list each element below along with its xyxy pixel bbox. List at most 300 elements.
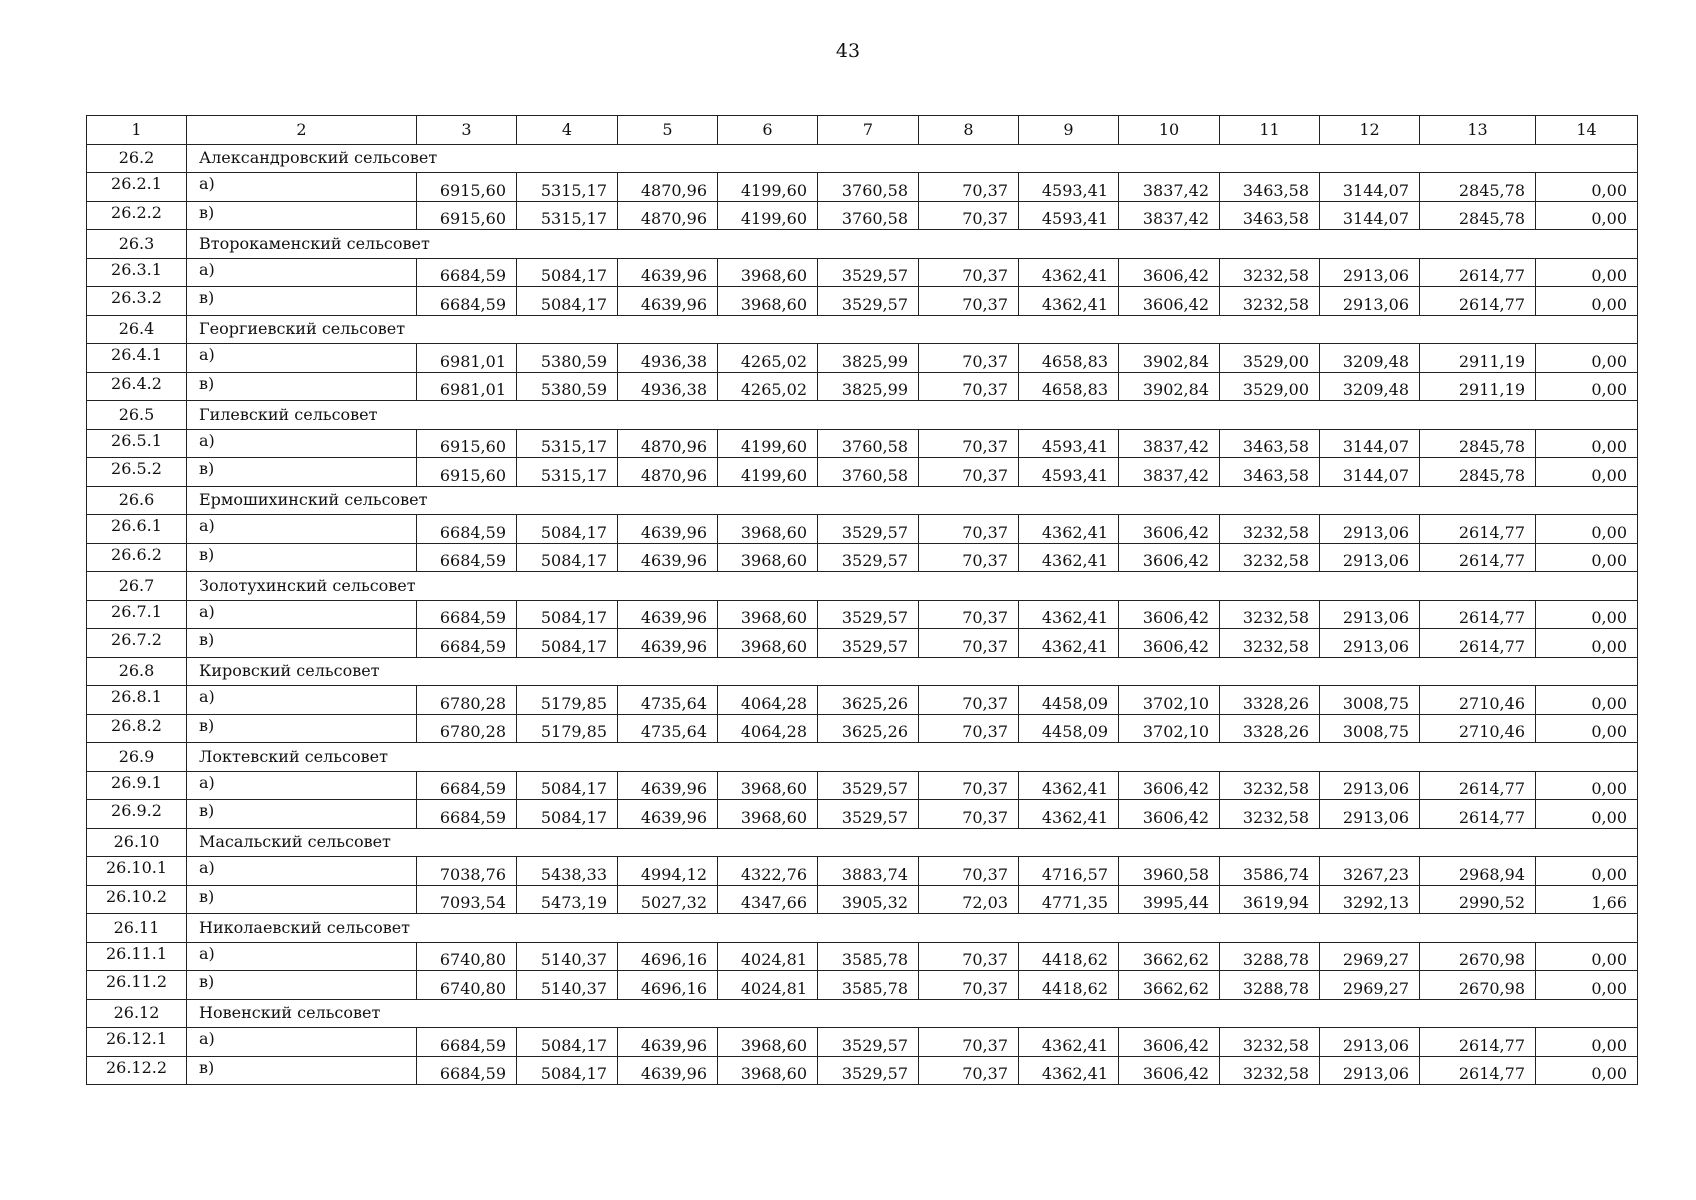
value-cell: 5084,17 <box>517 1028 618 1057</box>
value-cell: 5027,32 <box>618 885 718 914</box>
row-label: в) <box>187 458 417 487</box>
row-label: в) <box>187 201 417 230</box>
value-cell: 6684,59 <box>417 771 517 800</box>
value-cell: 0,00 <box>1536 771 1638 800</box>
value-cell: 3606,42 <box>1119 600 1220 629</box>
value-cell: 2913,06 <box>1320 771 1420 800</box>
value-cell: 70,37 <box>919 201 1019 230</box>
value-cell: 3232,58 <box>1220 600 1320 629</box>
row-code: 26.8.1 <box>87 686 187 715</box>
value-cell: 3837,42 <box>1119 429 1220 458</box>
column-header: 7 <box>818 116 919 145</box>
table-row <box>87 258 1638 287</box>
value-cell: 3968,60 <box>718 1028 818 1057</box>
value-cell: 4771,35 <box>1019 885 1119 914</box>
value-cell: 3292,13 <box>1320 885 1420 914</box>
value-cell: 70,37 <box>919 600 1019 629</box>
value-cell: 6915,60 <box>417 429 517 458</box>
table-row <box>87 372 1638 401</box>
value-cell: 3232,58 <box>1220 287 1320 316</box>
value-cell: 4458,09 <box>1019 714 1119 743</box>
value-cell: 3902,84 <box>1119 344 1220 373</box>
row-code: 26.3.1 <box>87 258 187 287</box>
value-cell: 5473,19 <box>517 885 618 914</box>
value-cell: 3008,75 <box>1320 714 1420 743</box>
value-cell: 3760,58 <box>818 173 919 202</box>
value-cell: 72,03 <box>919 885 1019 914</box>
value-cell: 3968,60 <box>718 771 818 800</box>
row-label: в) <box>187 971 417 1000</box>
value-cell: 4735,64 <box>618 686 718 715</box>
table-row <box>87 885 1638 914</box>
page-number: 43 <box>835 40 861 62</box>
group-code: 26.5 <box>87 401 187 430</box>
value-cell: 4199,60 <box>718 458 818 487</box>
value-cell: 4696,16 <box>618 942 718 971</box>
value-cell: 3232,58 <box>1220 1056 1320 1085</box>
value-cell: 2968,94 <box>1420 857 1536 886</box>
value-cell: 2614,77 <box>1420 800 1536 829</box>
value-cell: 6684,59 <box>417 800 517 829</box>
group-code: 26.12 <box>87 999 187 1028</box>
value-cell: 0,00 <box>1536 543 1638 572</box>
value-cell: 3905,32 <box>818 885 919 914</box>
column-header: 8 <box>919 116 1019 145</box>
table-row <box>87 515 1638 544</box>
value-cell: 4994,12 <box>618 857 718 886</box>
value-cell: 2913,06 <box>1320 1056 1420 1085</box>
value-cell: 70,37 <box>919 173 1019 202</box>
value-cell: 6684,59 <box>417 600 517 629</box>
table-row <box>87 771 1638 800</box>
value-cell: 2710,46 <box>1420 714 1536 743</box>
value-cell: 2670,98 <box>1420 971 1536 1000</box>
group-name: Масальский сельсовет <box>187 828 1638 857</box>
group-row <box>87 657 1638 686</box>
value-cell: 70,37 <box>919 942 1019 971</box>
value-cell: 5084,17 <box>517 600 618 629</box>
group-name: Гилевский сельсовет <box>187 401 1638 430</box>
value-cell: 70,37 <box>919 857 1019 886</box>
value-cell: 0,00 <box>1536 629 1638 658</box>
value-cell: 70,37 <box>919 429 1019 458</box>
value-cell: 3968,60 <box>718 800 818 829</box>
group-row <box>87 144 1638 173</box>
value-cell: 4870,96 <box>618 201 718 230</box>
row-code: 26.6.1 <box>87 515 187 544</box>
value-cell: 4199,60 <box>718 201 818 230</box>
value-cell: 3144,07 <box>1320 201 1420 230</box>
value-cell: 3968,60 <box>718 600 818 629</box>
value-cell: 3606,42 <box>1119 771 1220 800</box>
value-cell: 7093,54 <box>417 885 517 914</box>
value-cell: 3760,58 <box>818 458 919 487</box>
table-row <box>87 686 1638 715</box>
value-cell: 4639,96 <box>618 1056 718 1085</box>
value-cell: 4716,57 <box>1019 857 1119 886</box>
value-cell: 2845,78 <box>1420 458 1536 487</box>
value-cell: 2969,27 <box>1320 942 1420 971</box>
value-cell: 3144,07 <box>1320 173 1420 202</box>
value-cell: 70,37 <box>919 714 1019 743</box>
value-cell: 5380,59 <box>517 372 618 401</box>
table-row <box>87 800 1638 829</box>
table-row <box>87 458 1638 487</box>
group-code: 26.3 <box>87 230 187 259</box>
column-header: 3 <box>417 116 517 145</box>
value-cell: 2990,52 <box>1420 885 1536 914</box>
row-label: а) <box>187 686 417 715</box>
value-cell: 1,66 <box>1536 885 1638 914</box>
value-cell: 3902,84 <box>1119 372 1220 401</box>
value-cell: 2911,19 <box>1420 372 1536 401</box>
value-cell: 3606,42 <box>1119 1056 1220 1085</box>
value-cell: 70,37 <box>919 458 1019 487</box>
value-cell: 0,00 <box>1536 515 1638 544</box>
value-cell: 3232,58 <box>1220 1028 1320 1057</box>
value-cell: 4870,96 <box>618 429 718 458</box>
value-cell: 0,00 <box>1536 344 1638 373</box>
value-cell: 0,00 <box>1536 258 1638 287</box>
value-cell: 2913,06 <box>1320 287 1420 316</box>
value-cell: 4362,41 <box>1019 629 1119 658</box>
value-cell: 6740,80 <box>417 971 517 1000</box>
value-cell: 2614,77 <box>1420 543 1536 572</box>
value-cell: 6684,59 <box>417 1028 517 1057</box>
row-code: 26.5.2 <box>87 458 187 487</box>
row-label: в) <box>187 800 417 829</box>
value-cell: 0,00 <box>1536 800 1638 829</box>
value-cell: 3008,75 <box>1320 686 1420 715</box>
value-cell: 2670,98 <box>1420 942 1536 971</box>
value-cell: 0,00 <box>1536 686 1638 715</box>
value-cell: 70,37 <box>919 344 1019 373</box>
value-cell: 3529,57 <box>818 258 919 287</box>
value-cell: 6684,59 <box>417 515 517 544</box>
value-cell: 3209,48 <box>1320 344 1420 373</box>
value-cell: 3529,57 <box>818 771 919 800</box>
value-cell: 6981,01 <box>417 344 517 373</box>
value-cell: 3529,57 <box>818 1028 919 1057</box>
value-cell: 3585,78 <box>818 971 919 1000</box>
value-cell: 4593,41 <box>1019 201 1119 230</box>
value-cell: 4593,41 <box>1019 458 1119 487</box>
row-label: в) <box>187 1056 417 1085</box>
value-cell: 5084,17 <box>517 1056 618 1085</box>
value-cell: 0,00 <box>1536 857 1638 886</box>
value-cell: 2913,06 <box>1320 600 1420 629</box>
value-cell: 6780,28 <box>417 714 517 743</box>
value-cell: 4064,28 <box>718 714 818 743</box>
value-cell: 3968,60 <box>718 258 818 287</box>
value-cell: 4418,62 <box>1019 942 1119 971</box>
value-cell: 4639,96 <box>618 771 718 800</box>
row-code: 26.10.2 <box>87 885 187 914</box>
value-cell: 3702,10 <box>1119 686 1220 715</box>
table-row <box>87 857 1638 886</box>
group-name: Золотухинский сельсовет <box>187 572 1638 601</box>
group-row <box>87 743 1638 772</box>
value-cell: 4639,96 <box>618 515 718 544</box>
value-cell: 0,00 <box>1536 201 1638 230</box>
value-cell: 2913,06 <box>1320 258 1420 287</box>
value-cell: 2614,77 <box>1420 600 1536 629</box>
row-label: в) <box>187 372 417 401</box>
value-cell: 2845,78 <box>1420 173 1536 202</box>
value-cell: 7038,76 <box>417 857 517 886</box>
group-row <box>87 230 1638 259</box>
value-cell: 3625,26 <box>818 714 919 743</box>
value-cell: 4199,60 <box>718 429 818 458</box>
value-cell: 5084,17 <box>517 543 618 572</box>
value-cell: 0,00 <box>1536 942 1638 971</box>
value-cell: 2911,19 <box>1420 344 1536 373</box>
value-cell: 4362,41 <box>1019 1028 1119 1057</box>
value-cell: 3144,07 <box>1320 458 1420 487</box>
group-name: Александровский сельсовет <box>187 144 1638 173</box>
table-row <box>87 543 1638 572</box>
table-row <box>87 287 1638 316</box>
column-header: 5 <box>618 116 718 145</box>
row-label: в) <box>187 885 417 914</box>
column-header: 9 <box>1019 116 1119 145</box>
row-label: в) <box>187 714 417 743</box>
value-cell: 4735,64 <box>618 714 718 743</box>
value-cell: 3288,78 <box>1220 971 1320 1000</box>
value-cell: 3529,57 <box>818 600 919 629</box>
value-cell: 3662,62 <box>1119 971 1220 1000</box>
row-code: 26.7.1 <box>87 600 187 629</box>
value-cell: 6780,28 <box>417 686 517 715</box>
value-cell: 3463,58 <box>1220 458 1320 487</box>
table-row <box>87 942 1638 971</box>
value-cell: 4639,96 <box>618 629 718 658</box>
table-row <box>87 173 1638 202</box>
value-cell: 2913,06 <box>1320 515 1420 544</box>
row-code: 26.7.2 <box>87 629 187 658</box>
table-row <box>87 1056 1638 1085</box>
group-name: Георгиевский сельсовет <box>187 315 1638 344</box>
group-row <box>87 999 1638 1028</box>
row-code: 26.11.2 <box>87 971 187 1000</box>
value-cell: 5315,17 <box>517 201 618 230</box>
value-cell: 6684,59 <box>417 258 517 287</box>
value-cell: 4658,83 <box>1019 372 1119 401</box>
value-cell: 4024,81 <box>718 942 818 971</box>
value-cell: 0,00 <box>1536 287 1638 316</box>
group-row <box>87 486 1638 515</box>
value-cell: 3960,58 <box>1119 857 1220 886</box>
value-cell: 0,00 <box>1536 1056 1638 1085</box>
value-cell: 3585,78 <box>818 942 919 971</box>
group-name: Второкаменский сельсовет <box>187 230 1638 259</box>
row-label: в) <box>187 543 417 572</box>
value-cell: 5084,17 <box>517 515 618 544</box>
value-cell: 3968,60 <box>718 629 818 658</box>
table-row <box>87 600 1638 629</box>
value-cell: 3606,42 <box>1119 800 1220 829</box>
value-cell: 3825,99 <box>818 372 919 401</box>
value-cell: 3232,58 <box>1220 629 1320 658</box>
value-cell: 3144,07 <box>1320 429 1420 458</box>
value-cell: 3606,42 <box>1119 258 1220 287</box>
row-code: 26.2.1 <box>87 173 187 202</box>
value-cell: 3606,42 <box>1119 1028 1220 1057</box>
value-cell: 4362,41 <box>1019 771 1119 800</box>
column-header: 14 <box>1536 116 1638 145</box>
value-cell: 3837,42 <box>1119 201 1220 230</box>
value-cell: 2913,06 <box>1320 800 1420 829</box>
value-cell: 2845,78 <box>1420 201 1536 230</box>
value-cell: 5179,85 <box>517 714 618 743</box>
value-cell: 2913,06 <box>1320 543 1420 572</box>
row-label: а) <box>187 258 417 287</box>
value-cell: 4639,96 <box>618 800 718 829</box>
value-cell: 3267,23 <box>1320 857 1420 886</box>
row-code: 26.12.2 <box>87 1056 187 1085</box>
value-cell: 3662,62 <box>1119 942 1220 971</box>
value-cell: 3883,74 <box>818 857 919 886</box>
column-header: 13 <box>1420 116 1536 145</box>
row-code: 26.9.2 <box>87 800 187 829</box>
value-cell: 0,00 <box>1536 714 1638 743</box>
value-cell: 3837,42 <box>1119 458 1220 487</box>
value-cell: 0,00 <box>1536 173 1638 202</box>
value-cell: 3529,57 <box>818 629 919 658</box>
value-cell: 3529,57 <box>818 287 919 316</box>
value-cell: 0,00 <box>1536 429 1638 458</box>
row-code: 26.2.2 <box>87 201 187 230</box>
value-cell: 2614,77 <box>1420 629 1536 658</box>
value-cell: 70,37 <box>919 1056 1019 1085</box>
row-label: а) <box>187 942 417 971</box>
value-cell: 3606,42 <box>1119 543 1220 572</box>
value-cell: 4064,28 <box>718 686 818 715</box>
value-cell: 4362,41 <box>1019 543 1119 572</box>
group-name: Николаевский сельсовет <box>187 914 1638 943</box>
group-code: 26.7 <box>87 572 187 601</box>
value-cell: 2913,06 <box>1320 1028 1420 1057</box>
value-cell: 4639,96 <box>618 543 718 572</box>
group-code: 26.8 <box>87 657 187 686</box>
group-row <box>87 914 1638 943</box>
value-cell: 3463,58 <box>1220 173 1320 202</box>
value-cell: 3968,60 <box>718 287 818 316</box>
column-header: 6 <box>718 116 818 145</box>
tariff-table <box>86 115 1638 1085</box>
value-cell: 4696,16 <box>618 971 718 1000</box>
value-cell: 3463,58 <box>1220 201 1320 230</box>
value-cell: 6915,60 <box>417 458 517 487</box>
value-cell: 5179,85 <box>517 686 618 715</box>
value-cell: 6915,60 <box>417 201 517 230</box>
table-body <box>87 116 1638 1085</box>
value-cell: 3232,58 <box>1220 515 1320 544</box>
value-cell: 5315,17 <box>517 429 618 458</box>
value-cell: 4418,62 <box>1019 971 1119 1000</box>
value-cell: 6684,59 <box>417 1056 517 1085</box>
value-cell: 3606,42 <box>1119 287 1220 316</box>
value-cell: 2614,77 <box>1420 1056 1536 1085</box>
table-row <box>87 201 1638 230</box>
value-cell: 4362,41 <box>1019 287 1119 316</box>
value-cell: 6684,59 <box>417 287 517 316</box>
row-code: 26.5.1 <box>87 429 187 458</box>
row-label: а) <box>187 344 417 373</box>
group-code: 26.6 <box>87 486 187 515</box>
value-cell: 0,00 <box>1536 1028 1638 1057</box>
value-cell: 4265,02 <box>718 372 818 401</box>
header-row <box>87 116 1638 145</box>
value-cell: 3529,57 <box>818 543 919 572</box>
column-header: 12 <box>1320 116 1420 145</box>
group-code: 26.2 <box>87 144 187 173</box>
value-cell: 4362,41 <box>1019 800 1119 829</box>
value-cell: 4936,38 <box>618 344 718 373</box>
value-cell: 3232,58 <box>1220 800 1320 829</box>
row-label: а) <box>187 515 417 544</box>
value-cell: 4639,96 <box>618 600 718 629</box>
value-cell: 70,37 <box>919 372 1019 401</box>
value-cell: 3529,57 <box>818 800 919 829</box>
value-cell: 5084,17 <box>517 800 618 829</box>
value-cell: 3968,60 <box>718 543 818 572</box>
value-cell: 5315,17 <box>517 173 618 202</box>
table-row <box>87 429 1638 458</box>
row-code: 26.9.1 <box>87 771 187 800</box>
value-cell: 4458,09 <box>1019 686 1119 715</box>
value-cell: 2913,06 <box>1320 629 1420 658</box>
value-cell: 3619,94 <box>1220 885 1320 914</box>
value-cell: 6684,59 <box>417 629 517 658</box>
value-cell: 4024,81 <box>718 971 818 1000</box>
group-code: 26.10 <box>87 828 187 857</box>
value-cell: 70,37 <box>919 971 1019 1000</box>
value-cell: 4936,38 <box>618 372 718 401</box>
value-cell: 3232,58 <box>1220 258 1320 287</box>
table-row <box>87 629 1638 658</box>
value-cell: 3209,48 <box>1320 372 1420 401</box>
value-cell: 70,37 <box>919 515 1019 544</box>
row-code: 26.10.1 <box>87 857 187 886</box>
value-cell: 4639,96 <box>618 258 718 287</box>
value-cell: 3760,58 <box>818 201 919 230</box>
value-cell: 70,37 <box>919 686 1019 715</box>
row-code: 26.4.2 <box>87 372 187 401</box>
value-cell: 5380,59 <box>517 344 618 373</box>
value-cell: 3529,57 <box>818 515 919 544</box>
value-cell: 4870,96 <box>618 458 718 487</box>
value-cell: 6684,59 <box>417 543 517 572</box>
value-cell: 0,00 <box>1536 372 1638 401</box>
value-cell: 4593,41 <box>1019 429 1119 458</box>
value-cell: 70,37 <box>919 1028 1019 1057</box>
group-name: Ермошихинский сельсовет <box>187 486 1638 515</box>
row-label: в) <box>187 629 417 658</box>
value-cell: 3463,58 <box>1220 429 1320 458</box>
value-cell: 3702,10 <box>1119 714 1220 743</box>
value-cell: 4639,96 <box>618 1028 718 1057</box>
column-header: 11 <box>1220 116 1320 145</box>
value-cell: 3760,58 <box>818 429 919 458</box>
value-cell: 2614,77 <box>1420 258 1536 287</box>
value-cell: 5084,17 <box>517 629 618 658</box>
value-cell: 70,37 <box>919 543 1019 572</box>
value-cell: 4870,96 <box>618 173 718 202</box>
row-label: а) <box>187 173 417 202</box>
value-cell: 3825,99 <box>818 344 919 373</box>
table-row <box>87 714 1638 743</box>
